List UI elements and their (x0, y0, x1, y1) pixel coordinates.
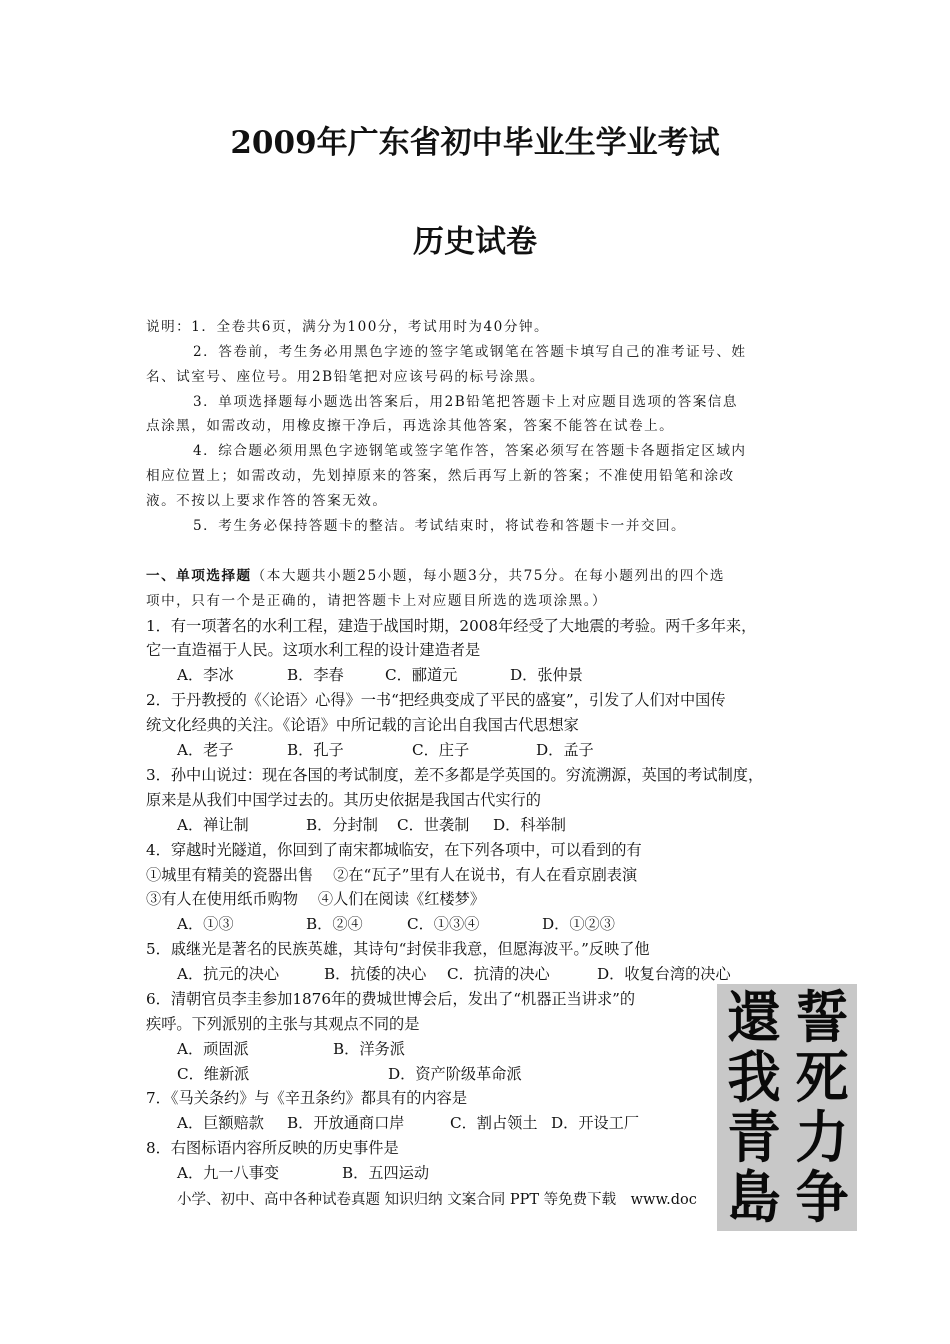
q7-option-c: C．割占领土 (450, 1114, 538, 1132)
question-3-text-2: 原来是从我们中国学过去的。其历史依据是我国古代实行的 (146, 791, 541, 809)
section-desc-2: 项中，只有一个是正确的，请把答题卡上对应题目所选的选项涂黑。） (146, 593, 608, 609)
question-7-text: 7．《马关条约》与《辛丑条约》都具有的内容是 (146, 1089, 468, 1107)
question-1-text-2: 它一直造福于人民。这项水利工程的设计建造者是 (146, 641, 481, 659)
section-intro (146, 570, 725, 584)
instruction-line: 液。不按以上要求作答的答案无效。 (146, 493, 388, 509)
question-3-text: 3．孙中山说过：现在各国的考试制度，差不多都是学英国的。穷流溯源，英国的考试制度， (146, 766, 764, 784)
question-2-text-2: 统文化经典的关注。《论语》中所记载的言论出自我国古代思想家 (146, 716, 579, 734)
q7-option-b: B．开放通商口岸 (287, 1114, 405, 1132)
q2-option-c: C．庄子 (412, 741, 470, 759)
question-2-text: 2．于丹教授的《〈论语〉心得》一书“把经典变成了平民的盛宴”，引发了人们对中国传 (146, 691, 726, 709)
q7-option-a: A．巨额赔款 (177, 1114, 264, 1132)
q6-option-d: D．资产阶级革命派 (388, 1065, 522, 1083)
slogan-char: 誓 (795, 985, 849, 1051)
q1-option-a: A．李冰 (177, 666, 234, 684)
q2-option-d: D．孟子 (536, 741, 594, 759)
page-title: 2009年广东省初中毕业生学业考试 (230, 125, 720, 161)
question-4-statement-1: ①城里有精美的瓷器出售 ②在“瓦子”里有人在说书，有人在看京剧表演 (146, 866, 638, 884)
instruction-line: 名、试室号、座位号。用2B铅笔把对应该号码的标号涂黑。 (146, 369, 545, 385)
q5-option-c: C．抗清的决心 (447, 965, 550, 983)
q8-option-a: A．九一八事变 (177, 1164, 280, 1182)
question-5-text: 5．戚继光是著名的民族英雄，其诗句“封侯非我意，但愿海波平。”反映了他 (146, 940, 650, 958)
question-1-text: 1．有一项著名的水利工程，建造于战国时期，2008年经受了大地震的考验。两千多年来， (146, 617, 757, 635)
slogan-char: 我 (727, 1045, 781, 1111)
instruction-line: 点涂黑，如需改动，用橡皮擦干净后，再选涂其他答案，答案不能答在试卷上。 (146, 418, 675, 434)
question-8-text: 8．右图标语内容所反映的历史事件是 (146, 1139, 399, 1157)
q5-option-b: B．抗倭的决心 (324, 965, 427, 983)
q8-option-b: B．五四运动 (342, 1164, 430, 1182)
q6-option-a: A．顽固派 (177, 1040, 249, 1058)
q3-option-a: A．禅让制 (177, 816, 249, 834)
q1-option-c: C．郦道元 (385, 666, 458, 684)
q7-option-d: D．开设工厂 (551, 1114, 640, 1132)
slogan-char: 力 (795, 1105, 849, 1171)
instruction-line: 说明：1．全卷共6页，满分为100分，考试用时为40分钟。 (146, 319, 550, 335)
q4-option-a: A．①③ (177, 915, 234, 933)
q4-option-b: B．②④ (306, 915, 363, 933)
q5-option-d: D．收复台湾的决心 (597, 965, 731, 983)
instruction-line: 4．综合题必须用黑色字迹钢笔或签字笔作答，答案必须写在答题卡各题指定区域内 (193, 443, 747, 459)
page-footer: 小学、初中、高中各种试卷真题 知识归纳 文案合同 PPT 等免费下载 www.doc (177, 1192, 697, 1208)
slogan-image (717, 984, 857, 1231)
q2-option-a: A．老子 (177, 741, 234, 759)
slogan-char: 死 (795, 1045, 849, 1111)
slogan-char: 還 (727, 985, 781, 1051)
slogan-right-column (789, 985, 855, 1231)
q6-option-b: B．洋务派 (333, 1040, 405, 1058)
question-6-text: 6．清朝官员李圭参加1876年的费城世博会后，发出了“机器正当讲求”的 (146, 990, 636, 1008)
slogan-left-column (721, 985, 787, 1231)
slogan-char: 青 (727, 1105, 781, 1171)
q3-option-b: B．分封制 (306, 816, 378, 834)
q1-option-b: B．李春 (287, 666, 344, 684)
instruction-line: 相应位置上；如需改动，先划掉原来的答案，然后再写上新的答案；不准使用铅笔和涂改 (146, 468, 735, 484)
slogan-char: 争 (795, 1165, 849, 1231)
slogan-char: 島 (727, 1165, 781, 1231)
q2-option-b: B．孔子 (287, 741, 344, 759)
instruction-line: 5．考生务必保持答题卡的整洁。考试结束时，将试卷和答题卡一并交回。 (193, 518, 687, 534)
q4-option-c: C．①③④ (407, 915, 480, 933)
question-6-text-2: 疾呼。下列派别的主张与其观点不同的是 (146, 1015, 420, 1033)
q1-option-d: D．张仲景 (510, 666, 583, 684)
instruction-line: 2．答卷前，考生务必用黑色字迹的签字笔或钢笔在答题卡填写自己的准考证号、姓 (193, 344, 747, 360)
q6-option-c: C．维新派 (177, 1065, 250, 1083)
q4-option-d: D．①②③ (542, 915, 615, 933)
q5-option-a: A．抗元的决心 (177, 965, 280, 983)
question-4-text: 4．穿越时光隧道，你回到了南宋都城临安，在下列各项中，可以看到的有 (146, 841, 642, 859)
q3-option-d: D．科举制 (493, 816, 566, 834)
instruction-line: 3．单项选择题每小题选出答案后，用2B铅笔把答题卡上对应题目选项的答案信息 (193, 394, 738, 410)
q3-option-c: C．世袭制 (397, 816, 470, 834)
page-subtitle: 历史试卷 (413, 224, 537, 260)
section-heading: 一、单项选择题 (146, 568, 252, 584)
section-desc: （本大题共小题25小题，每小题3分，共75分。在每小题列出的四个选 (251, 568, 726, 584)
question-4-statement-2: ③有人在使用纸币购物 ④人们在阅读《红楼梦》 (146, 890, 485, 908)
